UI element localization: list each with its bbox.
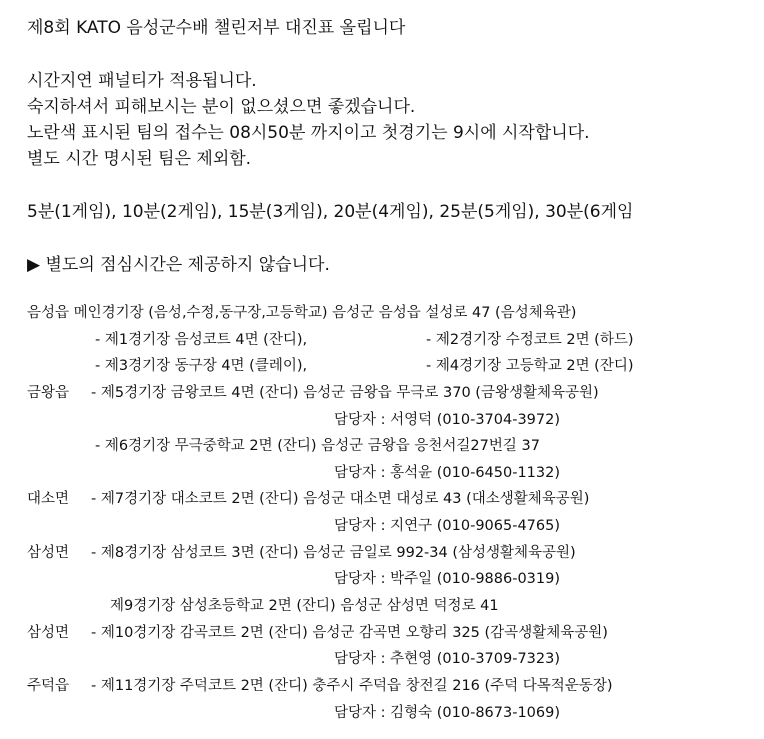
venue-court-6: - 제6경기장 무극중학교 2면 (잔디) 음성군 금왕읍 응천서길27번길 37 [95,438,540,454]
venue-court-3: - 제3경기장 동구장 4면 (클레이), [95,358,308,374]
venue-court-10: - 제10경기장 감곡코트 2면 (잔디) 음성군 감곡면 오향리 325 (감곡생활체육공원) [91,625,608,641]
venue-court-1: - 제1경기장 음성코트 4면 (잔디), [95,332,308,348]
region-judeok: 주덕읍 [27,678,70,694]
region-geumwang: 금왕읍 [27,385,70,401]
venue-court-6-contact: 담당자 : 홍석윤 (010-6450-1132) [334,465,561,481]
venue-court-5-contact: 담당자 : 서영덕 (010-3704-3972) [334,412,561,428]
venue-court-4: - 제4경기장 고등학교 2면 (잔디) [426,358,634,374]
lunch-notice: ▶ 별도의 점심시간은 제공하지 않습니다. [27,255,330,275]
venue-eumseong-main: 음성읍 메인경기장 (음성,수정,동구장,고등학교) 음성군 음성읍 설성로 47 (음성체육관) [27,305,577,321]
region-samseong-2: 삼성면 [27,625,70,641]
exception-notice: 별도 시간 명시된 팀은 제외함. [27,149,252,169]
venue-court-11: - 제11경기장 주덕코트 2면 (잔디) 충주시 주덕읍 창전길 216 (주덕 다목적운동장) [91,678,613,694]
venue-court-7: - 제7경기장 대소코트 2면 (잔디) 음성군 대소면 대성로 43 (대소생활체육공원) [91,491,590,507]
venue-court-5: - 제5경기장 금왕코트 4면 (잔디) 음성군 금왕읍 무극로 370 (금왕생활체육공원) [91,385,599,401]
venue-court-8-contact: 담당자 : 박주일 (010-9886-0319) [334,571,561,587]
warning-notice: 숙지하셔서 피해보시는 분이 없으셨으면 좋겠습니다. [27,97,416,117]
penalty-notice: 시간지연 패널티가 적용됩니다. [27,71,257,91]
region-samseong: 삼성면 [27,545,70,561]
venue-court-11-contact: 담당자 : 김형숙 (010-8673-1069) [334,705,561,721]
venue-court-8: - 제8경기장 삼성코트 3면 (잔디) 음성군 금일로 992-34 (삼성생활체육공원) [91,545,576,561]
venue-court-10-contact: 담당자 : 추현영 (010-3709-7323) [334,651,561,667]
game-schedule: 5분(1게임), 10분(2게임), 15분(3게임), 20분(4게임), 25분(5게임), 30분(6게임 [27,202,634,222]
checkin-notice: 노란색 표시된 팀의 접수는 08시50분 까지이고 첫경기는 9시에 시작합니다. [27,123,590,143]
venue-court-9: 제9경기장 삼성초등학교 2면 (잔디) 음성군 삼성면 덕정로 41 [110,598,499,614]
notice-title: 제8회 KATO 음성군수배 챌린저부 대진표 올립니다 [27,18,406,38]
region-daeso: 대소면 [27,491,70,507]
venue-court-2: - 제2경기장 수정코트 2면 (하드) [426,332,634,348]
venue-court-7-contact: 담당자 : 지연구 (010-9065-4765) [334,518,561,534]
